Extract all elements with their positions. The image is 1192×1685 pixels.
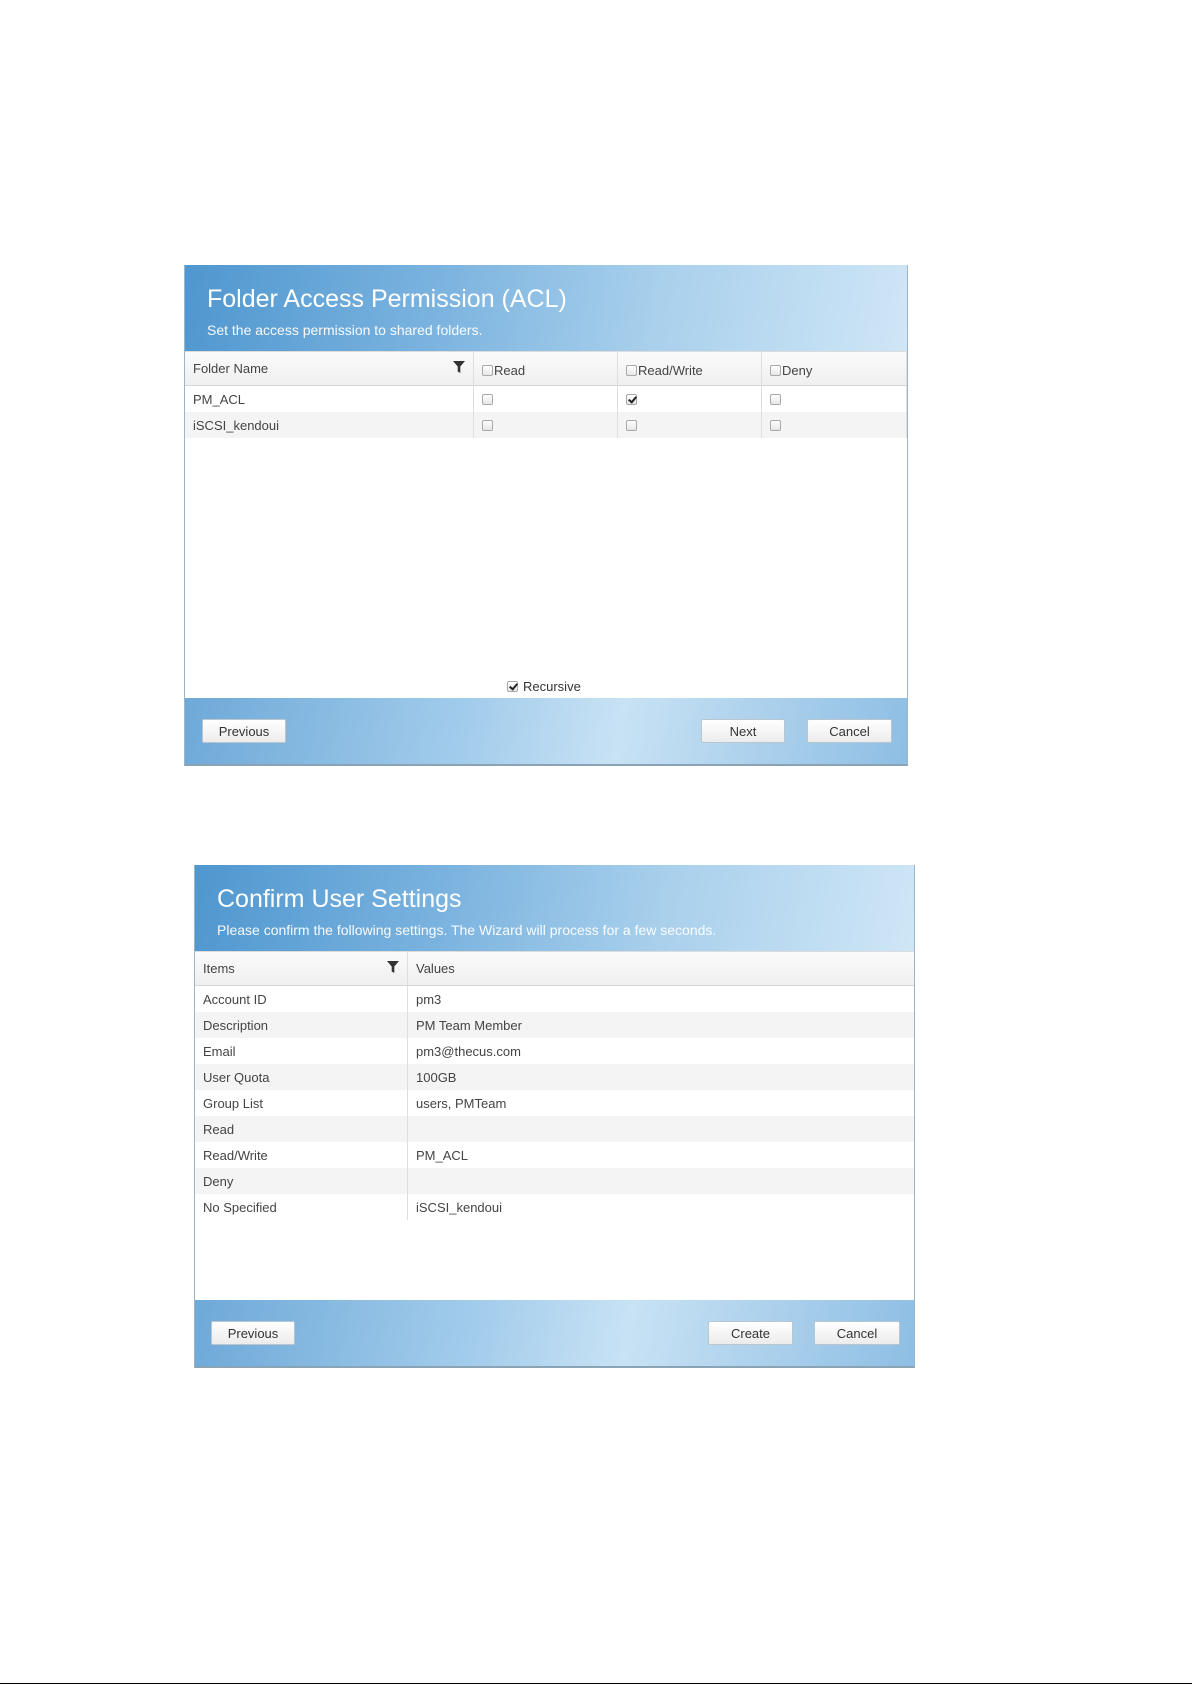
filter-icon[interactable] bbox=[453, 361, 465, 374]
acl-dialog-subtitle: Set the access permission to shared folders. bbox=[207, 322, 483, 338]
read-write-cell bbox=[618, 412, 762, 438]
recursive-label: Recursive bbox=[523, 679, 581, 694]
table-row bbox=[195, 1194, 914, 1220]
folder-name-cell: PM_ACL bbox=[185, 386, 474, 412]
item-cell: Group List bbox=[195, 1090, 408, 1116]
folder-name-cell: iSCSI_kendoui bbox=[185, 412, 474, 438]
item-cell: Email bbox=[195, 1038, 408, 1064]
confirm-dialog-header bbox=[195, 865, 914, 951]
value-cell: 100GB bbox=[416, 1069, 457, 1085]
item-cell: Account ID bbox=[195, 986, 408, 1012]
item-cell: Deny bbox=[195, 1168, 408, 1194]
filter-icon[interactable] bbox=[387, 961, 399, 974]
deny-cell bbox=[762, 386, 907, 412]
column-folder-name-label: Folder Name bbox=[193, 361, 269, 376]
acl-dialog-header bbox=[185, 265, 907, 351]
column-items-label: Items bbox=[203, 961, 235, 976]
cancel-button[interactable]: Cancel bbox=[807, 719, 892, 743]
value-cell: pm3@thecus.com bbox=[416, 1043, 521, 1059]
next-button[interactable]: Next bbox=[701, 719, 785, 743]
value-cell: pm3 bbox=[416, 991, 442, 1007]
read-cell bbox=[474, 386, 618, 412]
read-write-cell bbox=[618, 386, 762, 412]
item-cell: Description bbox=[195, 1012, 408, 1038]
read-write-checkbox[interactable] bbox=[626, 420, 637, 431]
read-checkbox[interactable] bbox=[482, 420, 493, 431]
read-cell bbox=[474, 412, 618, 438]
read-write-all-checkbox[interactable] bbox=[626, 365, 637, 376]
previous-button[interactable]: Previous bbox=[202, 719, 286, 743]
acl-grid-header bbox=[185, 351, 907, 386]
deny-all-checkbox[interactable] bbox=[770, 365, 781, 376]
column-folder-name[interactable] bbox=[185, 352, 474, 385]
confirm-dialog bbox=[194, 865, 915, 1368]
table-row bbox=[195, 1116, 914, 1142]
read-checkbox[interactable] bbox=[482, 394, 493, 405]
value-cell: PM_ACL bbox=[416, 1147, 469, 1163]
read-write-checkbox[interactable] bbox=[626, 394, 637, 405]
acl-dialog bbox=[184, 265, 908, 766]
value-cell bbox=[408, 1168, 914, 1194]
recursive-option[interactable] bbox=[507, 679, 581, 694]
table-row bbox=[195, 1142, 914, 1168]
deny-checkbox[interactable] bbox=[770, 394, 781, 405]
column-deny-label: Deny bbox=[782, 363, 813, 378]
value-cell bbox=[408, 1116, 914, 1142]
table-row bbox=[195, 1038, 914, 1064]
item-cell: User Quota bbox=[195, 1064, 408, 1090]
column-read-label: Read bbox=[494, 363, 526, 378]
page-footer-rule bbox=[0, 1683, 1192, 1684]
confirm-dialog-footer bbox=[195, 1300, 914, 1366]
confirm-grid bbox=[195, 951, 914, 1220]
item-cell: Read/Write bbox=[195, 1142, 408, 1168]
column-values bbox=[408, 952, 914, 985]
table-row bbox=[195, 1012, 914, 1038]
cancel-button[interactable]: Cancel bbox=[814, 1321, 900, 1345]
read-all-checkbox[interactable] bbox=[482, 365, 493, 376]
confirm-dialog-title: Confirm User Settings bbox=[217, 885, 462, 913]
deny-cell bbox=[762, 412, 907, 438]
table-row[interactable] bbox=[185, 412, 907, 438]
column-read bbox=[474, 352, 618, 385]
confirm-dialog-subtitle: Please confirm the following settings. The Wizard will process for a few seconds. bbox=[217, 922, 717, 938]
deny-checkbox[interactable] bbox=[770, 420, 781, 431]
table-row[interactable] bbox=[185, 386, 907, 412]
value-cell: users, PMTeam bbox=[416, 1095, 507, 1111]
column-read-write bbox=[618, 352, 762, 385]
table-row bbox=[195, 1168, 914, 1194]
column-values-label: Values bbox=[416, 961, 455, 976]
item-cell: Read bbox=[195, 1116, 408, 1142]
recursive-checkbox[interactable] bbox=[507, 681, 518, 692]
table-row bbox=[195, 1064, 914, 1090]
column-read-write-label: Read/Write bbox=[638, 363, 703, 378]
confirm-grid-header bbox=[195, 951, 914, 986]
column-deny bbox=[762, 352, 907, 385]
item-cell: No Specified bbox=[195, 1194, 408, 1220]
previous-button[interactable]: Previous bbox=[211, 1321, 295, 1345]
value-cell: iSCSI_kendoui bbox=[416, 1199, 502, 1215]
acl-dialog-footer bbox=[185, 698, 907, 764]
create-button[interactable]: Create bbox=[708, 1321, 793, 1345]
value-cell: PM Team Member bbox=[416, 1017, 522, 1033]
acl-dialog-title: Folder Access Permission (ACL) bbox=[207, 285, 567, 313]
column-items[interactable] bbox=[195, 952, 408, 985]
table-row bbox=[195, 1090, 914, 1116]
table-row bbox=[195, 986, 914, 1012]
acl-grid bbox=[185, 351, 907, 438]
